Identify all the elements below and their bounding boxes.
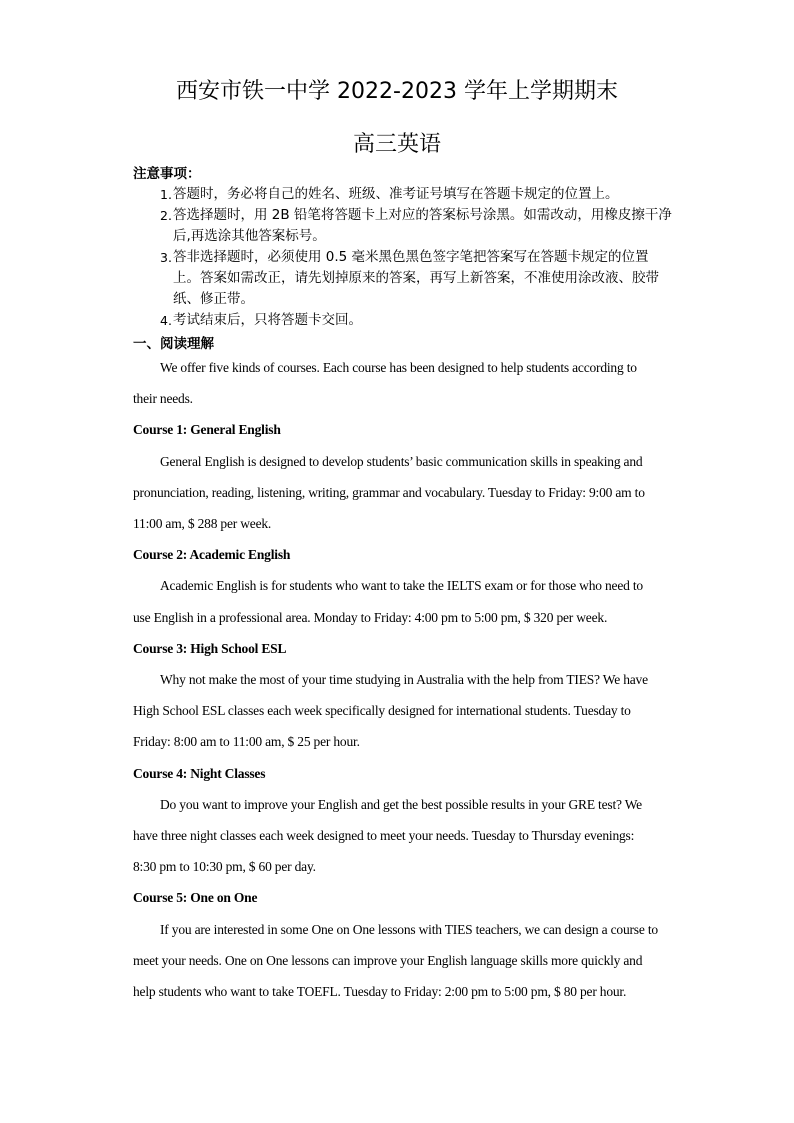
page-title: 西安市铁一中学 2022-2023 学年上学期期末 bbox=[176, 79, 618, 104]
notice-item bbox=[133, 247, 673, 310]
notice-item-number: 1. bbox=[160, 187, 172, 202]
course-description: Do you want to improve your English and get the best possible results in your GRE test? We have three night classes each week designed to meet your needs. Tuesday to Thursday evenings: 8:30 pm to 10:30 pm, $ 60 per day. bbox=[133, 796, 642, 875]
course-description: Why not make the most of your time studying in Australia with the help from TIES? We have High School ESL classes each week specifically designed for international students. Tuesday to Friday: 8:00 am to 11:00 am, $ 25 per hour. bbox=[133, 672, 648, 750]
intro-paragraph: We offer five kinds of courses. Each course has been designed to help students according to their needs. bbox=[133, 360, 637, 407]
course-description: If you are interested in some One on One lessons with TIES teachers, we can design a course to meet your needs. One on One lessons can improve your English language skills more quickly and help students who want to take TOEFL. Tuesday to Friday: 2:00 pm to 5:00 pm, $ 80 per hour. bbox=[133, 921, 658, 1000]
notice-item bbox=[133, 184, 673, 205]
notice-item-text: 答题时，务必将自己的姓名、班级、准考证号填写在答题卡规定的位置上。 bbox=[173, 186, 619, 202]
course-heading: Course 5: One on One bbox=[133, 890, 258, 906]
course-description: Academic English is for students who want to take the IELTS exam or for those who need to use English in a professional area. Monday to Friday: 4:00 pm to 5:00 pm, $ 320 per week. bbox=[133, 578, 643, 625]
notice-item-text: 答非选择题时，必须使用 0.5 毫米黑色黑色签字笔把答案写在答题卡规定的位置上。答案如需改正，请先划掉原来的答案，再写上新答案，不准使用涂改液、胶带纸、修正带。 bbox=[173, 249, 659, 307]
notice-item-text: 答选择题时，用 2B 铅笔将答题卡上对应的答案标号涂黑。如需改动，用橡皮擦干净后,再选涂其他答案标号。 bbox=[173, 207, 672, 244]
notice-block bbox=[133, 164, 673, 331]
page-subtitle: 高三英语 bbox=[352, 132, 441, 157]
notice-heading: 注意事项： bbox=[133, 166, 201, 182]
notice-item-number: 2. bbox=[160, 208, 172, 223]
notice-item bbox=[133, 205, 673, 247]
notice-item bbox=[133, 310, 673, 331]
notice-item-text: 考试结束后，只将答题卡交回。 bbox=[173, 312, 362, 328]
section-heading: 一、阅读理解 bbox=[133, 336, 214, 352]
course-heading: Course 2: Academic English bbox=[133, 547, 291, 563]
notice-item-number: 3. bbox=[160, 250, 172, 265]
notice-list bbox=[133, 184, 673, 331]
notice-item-number: 4. bbox=[160, 313, 172, 328]
course-heading: Course 4: Night Classes bbox=[133, 765, 266, 781]
course-description: General English is designed to develop students’ basic communication skills in speaking and pronunciation, reading, listening, writing, grammar and vocabulary. Tuesday to Friday: 9:00 am to 11:00 am, $ 288 per week. bbox=[133, 453, 645, 532]
course-heading: Course 3: High School ESL bbox=[133, 640, 287, 656]
reading-passage bbox=[133, 352, 660, 1007]
course-heading: Course 1: General English bbox=[133, 422, 281, 438]
